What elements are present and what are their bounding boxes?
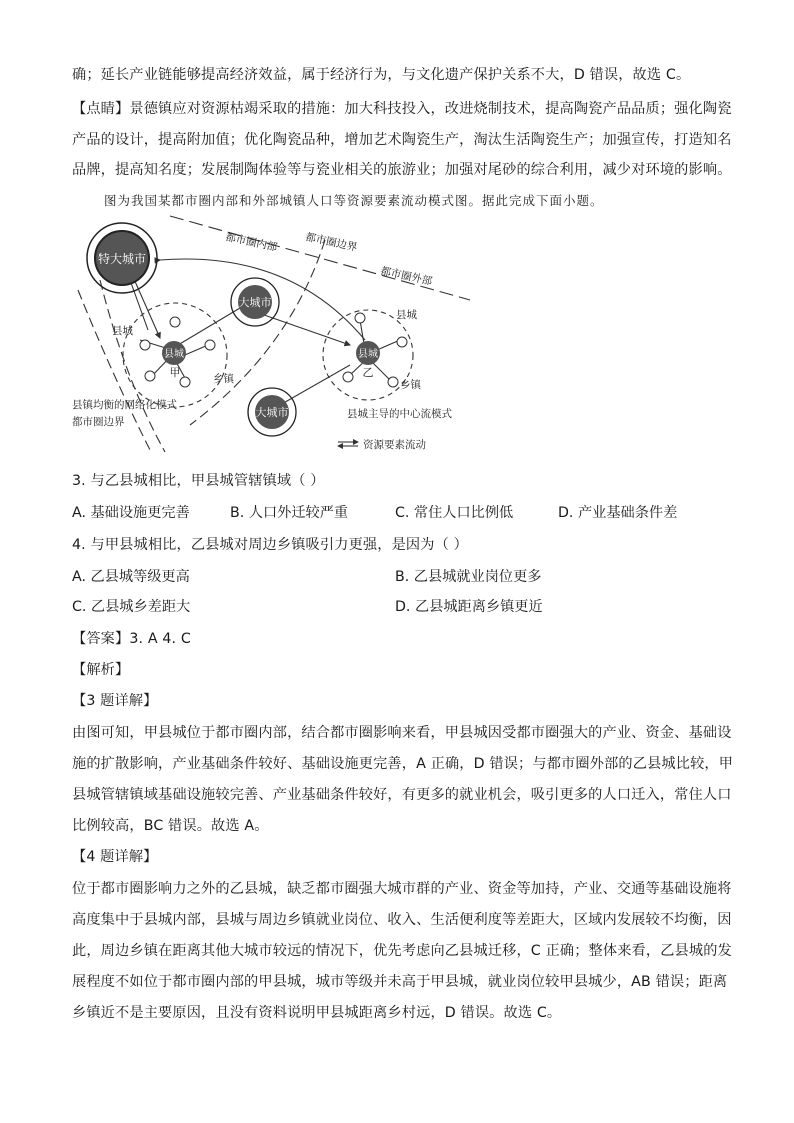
answer-line: 【答案】3. A 4. C [72, 631, 191, 647]
bigcity-bottom-node [248, 388, 296, 436]
q3-detail-heading: 【3 题详解】 [72, 693, 158, 709]
q3-detail-line: 比例较高，BC 错误。故选 A。 [72, 818, 269, 834]
question-3: 3. 与乙县城相比，甲县城管辖镇域（ ） [72, 473, 325, 489]
q4-detail-line: 展程度不如位于都市圈内部的甲县城，城市等级并未高于甲县城，就业岗位较甲县城少，AB 错误；距离 [72, 974, 728, 990]
q3-option-b: B. 人口外迁较严重 [230, 505, 349, 521]
county-jia-node [162, 341, 186, 365]
town-node [140, 340, 150, 350]
q4-detail-heading: 【4 题详解】 [72, 849, 158, 865]
q4-option-b: B. 乙县城就业岗位更多 [395, 569, 542, 585]
q4-option-c: C. 乙县城乡差距大 [72, 599, 191, 615]
town-right-label: 乡镇 [400, 379, 421, 391]
tip-heading-line: 【点睛】景德镇应对资源枯竭采取的措施：加大科技投入，改进烧制技术，提高陶瓷产品品质；强化陶瓷 [72, 101, 732, 117]
bigcity-bottom-label: 大城市 [255, 406, 289, 419]
q4-option-a: A. 乙县城等级更高 [72, 569, 190, 585]
flow-diagram [60, 210, 480, 455]
town-node [170, 317, 180, 327]
q4-detail-line: 位于都市圈影响力之外的乙县城，缺乏都市圈强大城市群的产业、资金等加持，产业、交通等基础设施将 [72, 881, 732, 897]
town-node [145, 371, 155, 381]
text-line: 确；延长产业链能够提高经济效益，属于经济行为，与文化遗产保护关系不大，D 错误，故选 C。 [72, 67, 691, 83]
text-line: 品牌，提高知名度；发展制陶体验等与瓷业相关的旅游业；加强对尾砂的综合利用，减少对环境的影响。 [72, 162, 732, 178]
network-mode-label: 县镇均衡的网络化模式 [72, 399, 177, 411]
q3-option-a: A. 基础设施更完善 [72, 505, 190, 521]
q3-option-d: D. 产业基础条件差 [558, 505, 678, 521]
boundary-top-label: 都市圈边界 [304, 231, 359, 254]
q4-option-d: D. 乙县城距离乡镇更近 [395, 599, 543, 615]
legend-label: 资源要素流动 [363, 439, 426, 451]
outer-label: 都市圈外部 [379, 265, 434, 288]
county-yi-node [356, 341, 380, 365]
figure-caption: 图为我国某都市圈内部和外部城镇人口等资源要素流动模式图。据此完成下面小题。 [104, 193, 604, 208]
q4-detail-line: 此，周边乡镇在距离其他大城市较远的情况下，优先考虑向乙县城迁移，C 正确；整体来看，乙县城的发 [72, 943, 732, 959]
q3-option-c: C. 常住人口比例低 [395, 505, 514, 521]
bigcity-top-label: 大城市 [238, 296, 272, 309]
county-yi-label: 县城 [358, 349, 378, 360]
center-mode-label: 县城主导的中心流模式 [347, 408, 452, 420]
inner-label: 都市圈内部 [224, 231, 279, 254]
boundary-curve [190, 240, 325, 425]
boundary-bottom-label: 都市圈边界 [72, 416, 125, 428]
town-node [343, 372, 353, 382]
town-node [180, 377, 190, 387]
question-4: 4. 与甲县城相比，乙县城对周边乡镇吸引力更强，是因为（ ） [72, 537, 468, 553]
town-left-label: 乡镇 [213, 373, 234, 385]
text-line: 产品的设计，提高附加值；优化陶瓷品种，增加艺术陶瓷生产，淘汰生活陶瓷生产；加强宣传，打造知名 [72, 132, 732, 148]
yi-label: 乙 [362, 366, 374, 379]
q3-detail-line: 县城管辖镇域基础设施较完善、产业基础条件较好，有更多的就业机会，吸引更多的人口迁入，常住人口 [72, 787, 732, 803]
town-node [397, 337, 407, 347]
town-node [355, 313, 365, 323]
megacity-node [87, 223, 157, 293]
county-right-label: 县城 [396, 309, 417, 321]
q3-detail-line: 施的扩散影响，产业基础条件较好、基础设施更完善，A 正确，D 错误；与都市圈外部的乙县城比较，甲 [72, 756, 734, 772]
q4-detail-line: 乡镇近不是主要原因，且没有资料说明甲县城距离乡村远，D 错误。故选 C。 [72, 1005, 562, 1021]
town-node [388, 377, 398, 387]
analysis-heading: 【解析】 [72, 662, 130, 678]
megacity-label: 特大城市 [97, 252, 147, 266]
q3-detail-line: 由图可知，甲县城位于都市圈内部，结合都市圈影响来看，甲县城因受都市圈强大的产业、资金、基础设 [72, 725, 732, 741]
county-jia-label: 县城 [164, 349, 184, 360]
town-node [205, 340, 215, 350]
inner-outer-divider [170, 216, 470, 300]
legend-icon [338, 442, 358, 446]
jia-label: 甲 [169, 366, 181, 379]
county-left-label: 县城 [112, 325, 133, 337]
q4-detail-line: 高度集中于县城内部，县城与周边乡镇就业岗位、收入、生活便利度等差距大，区域内发展较不均衡，因 [72, 912, 732, 928]
bigcity-top-node [231, 278, 279, 326]
